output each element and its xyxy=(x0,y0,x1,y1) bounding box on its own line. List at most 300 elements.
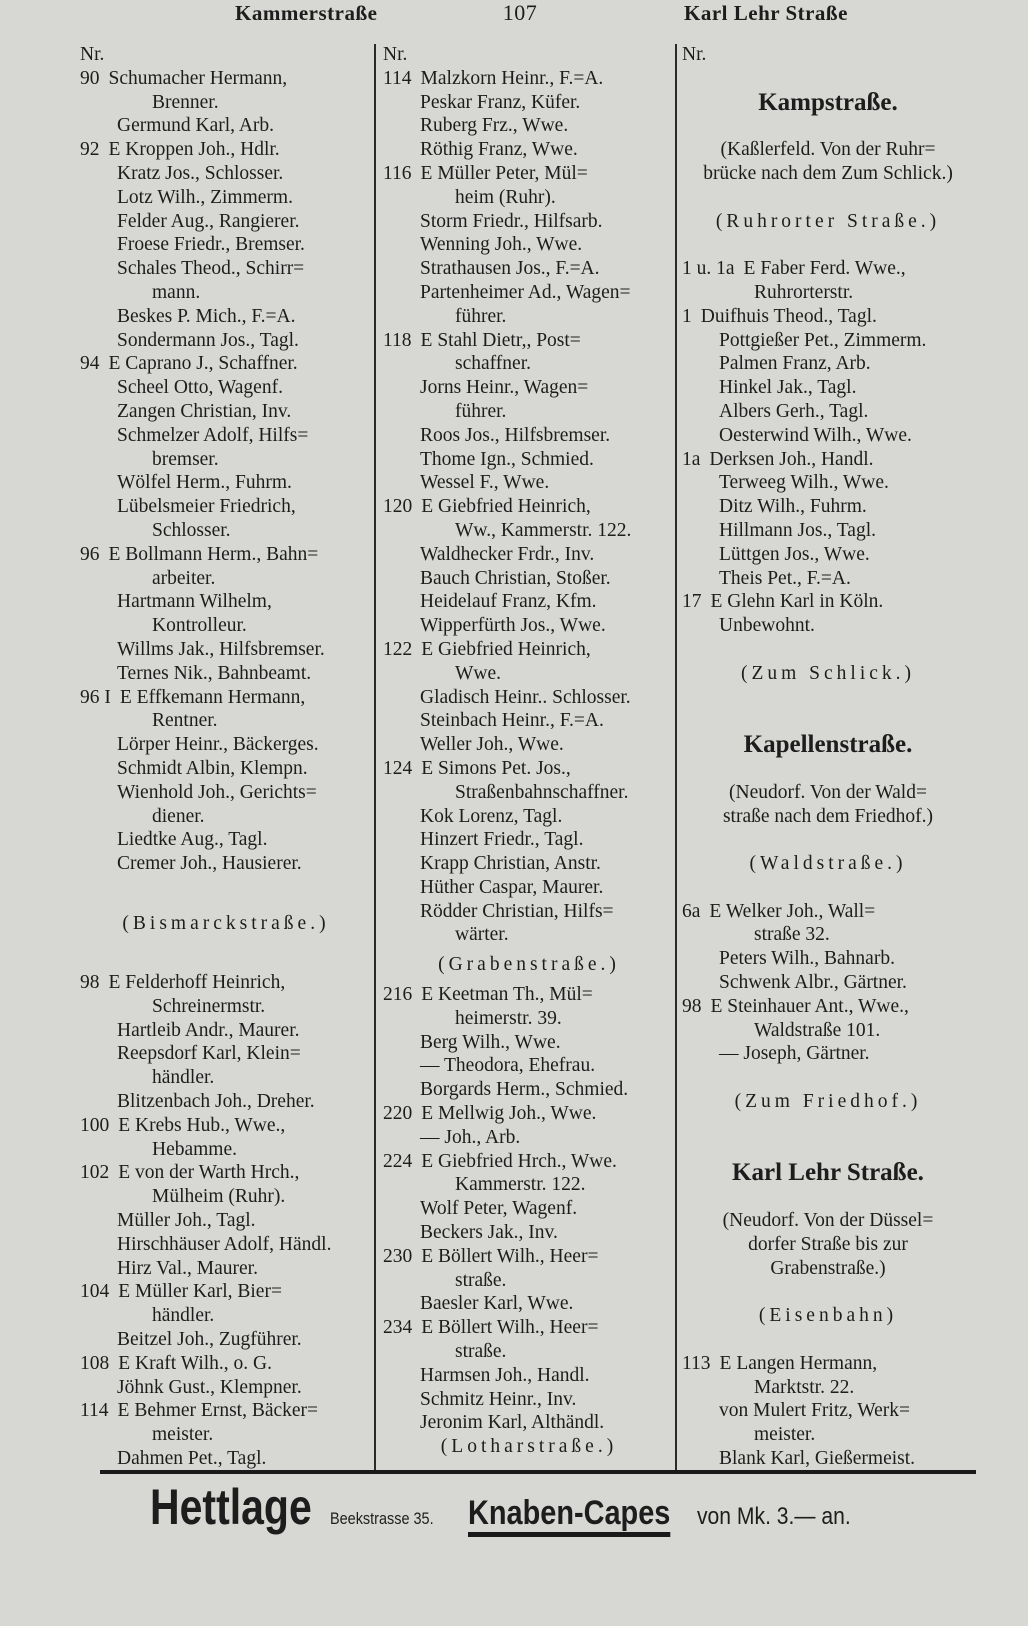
cross-street-marker xyxy=(682,852,974,876)
entry-text: Schwenk Albr., Gärtner. xyxy=(719,972,907,994)
directory-entry xyxy=(383,590,675,614)
entry-continuation xyxy=(80,567,372,591)
entry-text: Bauch Christian, Stoßer. xyxy=(420,567,611,589)
entry-continuation xyxy=(682,1019,974,1043)
entry-text: Hartleib Andr., Maurer. xyxy=(117,1019,300,1041)
entry-text: Müller Joh., Tagl. xyxy=(117,1210,256,1232)
entry-continuation xyxy=(80,805,372,829)
entry-text: Lübelsmeier Friedrich, xyxy=(117,496,296,518)
entry-text: Wienhold Joh., Gerichts= xyxy=(117,781,317,803)
entry-continuation xyxy=(383,1340,675,1364)
directory-entry xyxy=(383,1292,675,1316)
entry-text: Hirschhäuser Adolf, Händl. xyxy=(117,1233,332,1255)
entry-text: Schreinermstr. xyxy=(152,995,266,1017)
directory-entry xyxy=(682,1399,974,1423)
directory-column-left xyxy=(80,43,372,1471)
entry-text: Wessel F., Wwe. xyxy=(420,472,550,494)
directory-entry xyxy=(383,1054,675,1078)
entry-text: Ruberg Frz., Wwe. xyxy=(420,115,569,137)
entry-text: E Steinhauer Ant., Wwe., xyxy=(710,995,909,1017)
entry-text: E Stahl Dietr,, Post= xyxy=(420,329,581,351)
directory-entry xyxy=(80,1280,372,1304)
entry-text: Froese Friedr., Bremser. xyxy=(117,234,305,256)
spacer xyxy=(682,233,974,257)
entry-continuation xyxy=(80,614,372,638)
entry-text: wärter. xyxy=(455,924,509,946)
spacer xyxy=(682,757,974,781)
street-description xyxy=(682,138,974,162)
entry-text: Kapellenstraße. xyxy=(743,731,913,759)
entry-text: Blitzenbach Joh., Dreher. xyxy=(117,1091,315,1113)
directory-entry xyxy=(383,162,675,186)
street-description xyxy=(682,1233,974,1257)
entry-text: Nr. xyxy=(682,44,707,65)
directory-entry xyxy=(80,162,372,186)
entry-text: Hebamme. xyxy=(152,1138,238,1160)
entry-continuation xyxy=(80,1304,372,1328)
entry-text: händler. xyxy=(152,1305,215,1327)
entry-text: Liedtke Aug., Tagl. xyxy=(117,829,268,851)
directory-entry xyxy=(383,638,675,662)
entry-text: Roos Jos., Hilfsbremser. xyxy=(420,424,611,446)
column-divider xyxy=(374,44,376,1470)
directory-entry xyxy=(383,709,675,733)
house-number: 224 xyxy=(383,1150,413,1172)
directory-entry xyxy=(682,1352,974,1376)
directory-entry xyxy=(383,471,675,495)
entry-text: Ruhrorterstr. xyxy=(754,281,854,303)
entry-text: Berg Wilh., Wwe. xyxy=(420,1031,561,1053)
entry-text: E Simons Pet. Jos., xyxy=(421,757,571,779)
house-number: 116 xyxy=(383,162,412,184)
entry-text: — Theodora, Ehefrau. xyxy=(420,1055,596,1077)
directory-entry xyxy=(383,424,675,448)
directory-entry xyxy=(682,495,974,519)
house-number: 96 xyxy=(80,543,100,565)
directory-entry xyxy=(682,614,974,638)
street-description xyxy=(682,781,974,805)
directory-entry xyxy=(80,114,372,138)
page-number: 107 xyxy=(502,0,538,25)
directory-entry xyxy=(383,1221,675,1245)
entry-continuation xyxy=(682,1423,974,1447)
directory-entry xyxy=(383,1150,675,1174)
entry-text: E Müller Peter, Mül= xyxy=(420,162,588,184)
directory-entry xyxy=(80,686,372,710)
entry-continuation xyxy=(383,186,675,210)
entry-text: schaffner. xyxy=(455,353,531,375)
house-number: 104 xyxy=(80,1281,110,1303)
street-heading xyxy=(682,733,974,757)
entry-text: Peters Wilh., Bahnarb. xyxy=(719,948,895,970)
directory-entry xyxy=(682,376,974,400)
directory-entry xyxy=(80,757,372,781)
house-number: 17 xyxy=(682,591,702,613)
house-number: 92 xyxy=(80,139,100,161)
house-number: 234 xyxy=(383,1317,413,1339)
entry-text: E Böllert Wilh., Heer= xyxy=(421,1317,599,1339)
spacer xyxy=(682,638,974,662)
directory-entry xyxy=(80,376,372,400)
running-header-right: Karl Lehr Straße xyxy=(684,1,848,25)
directory-entry xyxy=(383,1102,675,1126)
entry-continuation xyxy=(80,1423,372,1447)
spacer xyxy=(682,1138,974,1162)
directory-entry xyxy=(383,757,675,781)
entry-text: Theis Pet., F.=A. xyxy=(719,567,851,589)
entry-continuation xyxy=(80,1185,372,1209)
entry-text: Harmsen Joh., Handl. xyxy=(420,1364,590,1386)
house-number: 102 xyxy=(80,1162,110,1184)
directory-entry xyxy=(383,67,675,91)
entry-text: von Mulert Fritz, Werk= xyxy=(719,1400,911,1422)
entry-continuation xyxy=(80,519,372,543)
entry-continuation xyxy=(383,1269,675,1293)
directory-entry xyxy=(80,1257,372,1281)
entry-text: — Joseph, Gärtner. xyxy=(719,1043,870,1065)
street-description xyxy=(682,805,974,829)
entry-text: Kok Lorenz, Tagl. xyxy=(420,805,563,827)
directory-entry xyxy=(682,352,974,376)
house-number: 114 xyxy=(383,67,412,89)
entry-text: Krapp Christian, Anstr. xyxy=(420,853,601,875)
directory-entry xyxy=(682,471,974,495)
house-number: 100 xyxy=(80,1114,110,1136)
directory-entry xyxy=(80,1114,372,1138)
house-number: 114 xyxy=(80,1400,109,1422)
house-number: 1a xyxy=(682,448,701,470)
entry-text: Hinkel Jak., Tagl. xyxy=(719,377,857,399)
directory-entry xyxy=(80,638,372,662)
directory-entry xyxy=(383,1316,675,1340)
entry-text: Borgards Herm., Schmied. xyxy=(420,1079,629,1101)
house-number: 216 xyxy=(383,984,413,1006)
directory-entry xyxy=(80,424,372,448)
entry-text: (Zum Schlick.) xyxy=(740,662,916,684)
entry-text: E von der Warth Hrch., xyxy=(118,1162,300,1184)
entry-text: Zangen Christian, Inv. xyxy=(117,400,292,422)
directory-entry xyxy=(383,805,675,829)
entry-text: E Bollmann Herm., Bahn= xyxy=(108,543,319,565)
directory-entry xyxy=(383,1031,675,1055)
entry-text: Dahmen Pet., Tagl. xyxy=(117,1448,267,1469)
entry-text: Sondermann Jos., Tagl. xyxy=(117,329,299,351)
entry-text: Duifhuis Theod., Tagl. xyxy=(700,305,877,327)
entry-text: (Neudorf. Von der Düssel= xyxy=(722,1210,934,1232)
entry-text: E Keetman Th., Mül= xyxy=(421,984,593,1006)
directory-entry xyxy=(383,1245,675,1269)
spacer xyxy=(682,67,974,91)
column-label xyxy=(383,43,675,67)
entry-text: Nr. xyxy=(80,44,105,65)
directory-entry xyxy=(383,233,675,257)
directory-entry xyxy=(383,614,675,638)
directory-entry xyxy=(383,376,675,400)
spacer xyxy=(682,114,974,138)
entry-continuation xyxy=(80,1138,372,1162)
ad-address: Beekstrasse 35. xyxy=(329,1509,434,1528)
entry-text: Lörper Heinr., Bäckerges. xyxy=(117,734,319,756)
entry-text: Willms Jak., Hilfsbremser. xyxy=(117,638,325,660)
house-number: 108 xyxy=(80,1352,110,1374)
entry-continuation xyxy=(80,281,372,305)
directory-entry xyxy=(383,210,675,234)
entry-text: Thome Ign., Schmied. xyxy=(420,448,594,470)
entry-text: Karl Lehr Straße. xyxy=(732,1159,924,1187)
entry-text: E Effkemann Hermann, xyxy=(119,686,306,708)
entry-text: Beckers Jak., Inv. xyxy=(420,1222,558,1244)
entry-text: führer. xyxy=(455,305,507,327)
entry-text: E Giebfried Hrch., Wwe. xyxy=(421,1150,617,1172)
directory-entry xyxy=(80,590,372,614)
entry-text: Peskar Franz, Küfer. xyxy=(420,91,581,113)
house-number: 118 xyxy=(383,329,412,351)
entry-text: bremser. xyxy=(152,448,219,470)
entry-text: Schmidt Albin, Klempn. xyxy=(117,757,308,779)
entry-text: Rentner. xyxy=(152,710,218,732)
entry-text: straße. xyxy=(455,1269,507,1291)
entry-text: (Waldstraße.) xyxy=(749,853,907,875)
directory-entry xyxy=(383,257,675,281)
entry-text: — Joh., Arb. xyxy=(420,1126,521,1148)
column-label xyxy=(80,43,372,67)
entry-text: E Mellwig Joh., Wwe. xyxy=(421,1103,597,1125)
entry-text: Grabenstraße.) xyxy=(770,1257,886,1279)
directory-entry xyxy=(682,1042,974,1066)
directory-entry xyxy=(383,876,675,900)
directory-entry xyxy=(80,257,372,281)
directory-entry xyxy=(682,257,974,281)
entry-continuation xyxy=(383,519,675,543)
entry-text: mann. xyxy=(152,281,201,303)
directory-entry xyxy=(80,1447,372,1471)
spacer xyxy=(80,900,372,912)
spacer xyxy=(682,876,974,900)
entry-text: E Caprano J., Schaffner. xyxy=(108,353,298,375)
entry-text: Malzkorn Heinr., F.=A. xyxy=(420,67,604,89)
advertisement xyxy=(150,1478,871,1548)
directory-entry xyxy=(80,733,372,757)
entry-text: (Kaßlerfeld. Von der Ruhr= xyxy=(720,139,936,161)
directory-entry xyxy=(80,186,372,210)
entry-text: Waldhecker Frdr., Inv. xyxy=(420,543,595,565)
entry-text: (Zum Friedhof.) xyxy=(734,1091,922,1113)
cross-street-marker xyxy=(682,1090,974,1114)
entry-text: Derksen Joh., Handl. xyxy=(709,448,874,470)
directory-entry xyxy=(682,543,974,567)
directory-entry xyxy=(383,828,675,852)
cross-street-marker xyxy=(682,1304,974,1328)
directory-entry xyxy=(682,900,974,924)
footer-rule xyxy=(100,1470,976,1474)
directory-entry xyxy=(80,971,372,995)
directory-entry xyxy=(383,1126,675,1150)
directory-entry xyxy=(80,1019,372,1043)
spacer xyxy=(682,828,974,852)
spacer xyxy=(682,709,974,733)
directory-entry xyxy=(383,543,675,567)
directory-entry xyxy=(682,947,974,971)
entry-text: Wipperfürth Jos., Wwe. xyxy=(420,615,606,637)
entry-text: E Felderhoff Heinrich, xyxy=(108,972,286,994)
directory-entry xyxy=(682,1447,974,1471)
directory-entry xyxy=(80,1161,372,1185)
house-number: 1 xyxy=(682,305,692,327)
spacer xyxy=(682,1280,974,1304)
entry-text: arbeiter. xyxy=(152,567,216,589)
entry-continuation xyxy=(682,1376,974,1400)
directory-entry xyxy=(80,329,372,353)
directory-entry xyxy=(80,138,372,162)
entry-continuation xyxy=(80,1066,372,1090)
street-description xyxy=(682,1257,974,1281)
entry-text: Kratz Jos., Schlosser. xyxy=(117,162,284,184)
entry-continuation xyxy=(383,305,675,329)
entry-text: heim (Ruhr). xyxy=(455,186,556,208)
directory-entry xyxy=(682,305,974,329)
directory-entry xyxy=(80,233,372,257)
entry-text: Jeronim Karl, Althändl. xyxy=(420,1412,605,1434)
entry-text: E Giebfried Heinrich, xyxy=(421,638,591,660)
directory-entry xyxy=(383,138,675,162)
entry-text: (Eisenbahn) xyxy=(758,1305,898,1327)
entry-text: Hirz Val., Maurer. xyxy=(117,1257,258,1279)
entry-text: meister. xyxy=(754,1424,816,1446)
entry-text: Palmen Franz, Arb. xyxy=(719,353,871,375)
entry-text: Rödder Christian, Hilfs= xyxy=(420,900,614,922)
directory-entry xyxy=(383,495,675,519)
directory-entry xyxy=(80,305,372,329)
entry-text: Wenning Joh., Wwe. xyxy=(420,234,583,256)
directory-column-middle xyxy=(383,43,675,1459)
directory-entry xyxy=(383,733,675,757)
house-number: 113 xyxy=(682,1352,711,1374)
directory-entry xyxy=(80,1328,372,1352)
spacer xyxy=(682,1328,974,1352)
entry-text: Ww., Kammerstr. 122. xyxy=(455,519,632,541)
directory-entry xyxy=(80,828,372,852)
house-number: 90 xyxy=(80,67,100,89)
entry-text: Schumacher Hermann, xyxy=(108,67,288,89)
column-divider xyxy=(675,44,677,1470)
entry-text: straße 32. xyxy=(754,924,830,946)
entry-continuation xyxy=(682,281,974,305)
entry-text: (Lotharstraße.) xyxy=(440,1436,618,1458)
directory-entry xyxy=(682,448,974,472)
entry-text: Oesterwind Wilh., Wwe. xyxy=(719,424,912,446)
house-number: 98 xyxy=(682,995,702,1017)
entry-text: E Faber Ferd. Wwe., xyxy=(743,258,906,280)
directory-entry xyxy=(383,281,675,305)
cross-street-marker xyxy=(383,1435,675,1459)
entry-continuation xyxy=(383,662,675,686)
directory-entry xyxy=(80,543,372,567)
entry-text: (Grabenstraße.) xyxy=(438,954,620,976)
entry-text: Lotz Wilh., Zimmerm. xyxy=(117,186,293,208)
entry-text: Marktstr. 22. xyxy=(754,1376,855,1398)
street-description xyxy=(682,1209,974,1233)
entry-text: Baesler Karl, Wwe. xyxy=(420,1293,574,1315)
entry-text: Albers Gerh., Tagl. xyxy=(719,400,869,422)
directory-entry xyxy=(682,567,974,591)
house-number: 6a xyxy=(682,900,701,922)
entry-text: Storm Friedr., Hilfsarb. xyxy=(420,210,603,232)
entry-text: Strathausen Jos., F.=A. xyxy=(420,258,600,280)
directory-entry xyxy=(682,519,974,543)
entry-text: E Behmer Ernst, Bäcker= xyxy=(117,1400,319,1422)
house-number: 220 xyxy=(383,1103,413,1125)
entry-text: straße nach dem Friedhof.) xyxy=(722,805,934,827)
directory-entry xyxy=(383,983,675,1007)
entry-text: Weller Joh., Wwe. xyxy=(420,734,564,756)
directory-entry xyxy=(682,400,974,424)
entry-continuation xyxy=(383,352,675,376)
directory-entry xyxy=(80,1399,372,1423)
directory-entry xyxy=(80,662,372,686)
entry-text: brücke nach dem Zum Schlick.) xyxy=(703,162,953,184)
entry-continuation xyxy=(80,995,372,1019)
entry-text: Beskes P. Mich., F.=A. xyxy=(117,305,296,327)
directory-entry xyxy=(80,852,372,876)
directory-entry xyxy=(383,900,675,924)
spacer xyxy=(80,876,372,900)
directory-entry xyxy=(80,210,372,234)
entry-text: Kontrolleur. xyxy=(152,615,247,637)
spacer xyxy=(682,1114,974,1138)
entry-text: Pottgießer Pet., Zimmerm. xyxy=(719,329,927,351)
entry-text: Kammerstr. 122. xyxy=(455,1174,586,1196)
house-number: 98 xyxy=(80,972,100,994)
entry-text: Felder Aug., Rangierer. xyxy=(117,210,300,232)
entry-text: (Bismarckstraße.) xyxy=(122,912,330,934)
spacer xyxy=(682,186,974,210)
entry-text: führer. xyxy=(455,400,507,422)
directory-entry xyxy=(682,590,974,614)
directory-entry xyxy=(383,1078,675,1102)
entry-text: E Müller Karl, Bier= xyxy=(118,1281,282,1303)
directory-entry xyxy=(80,781,372,805)
entry-continuation xyxy=(682,923,974,947)
house-number: 120 xyxy=(383,496,413,518)
entry-text: Wolf Peter, Wagenf. xyxy=(420,1198,578,1220)
entry-text: Straßenbahnschaffner. xyxy=(455,781,629,803)
entry-text: Kampstraße. xyxy=(758,88,898,116)
entry-text: E Kroppen Joh., Hdlr. xyxy=(108,139,280,161)
entry-text: Schmelzer Adolf, Hilfs= xyxy=(117,424,309,446)
cross-street-marker xyxy=(682,662,974,686)
entry-text: Mülheim (Ruhr). xyxy=(152,1186,286,1208)
entry-text: E Glehn Karl in Köln. xyxy=(710,591,884,613)
entry-text: Blank Karl, Gießermeist. xyxy=(719,1448,916,1470)
spacer xyxy=(80,959,372,971)
directory-entry xyxy=(383,114,675,138)
entry-text: Unbewohnt. xyxy=(719,615,815,637)
directory-entry xyxy=(80,1209,372,1233)
entry-text: E Kraft Wilh., o. G. xyxy=(118,1352,272,1374)
entry-continuation xyxy=(80,709,372,733)
directory-entry xyxy=(80,352,372,376)
entry-text: E Krebs Hub., Wwe., xyxy=(118,1114,286,1136)
entry-text: Wölfel Herm., Fuhrm. xyxy=(117,472,292,494)
directory-entry xyxy=(80,495,372,519)
entry-text: Partenheimer Ad., Wagen= xyxy=(420,281,631,303)
entry-text: Schmitz Heinr., Inv. xyxy=(420,1388,577,1410)
entry-continuation xyxy=(383,400,675,424)
directory-entry xyxy=(383,1388,675,1412)
directory-entry xyxy=(80,1233,372,1257)
entry-text: Jorns Heinr., Wagen= xyxy=(420,377,589,399)
entry-text: Steinbach Heinr., F.=A. xyxy=(420,710,604,732)
